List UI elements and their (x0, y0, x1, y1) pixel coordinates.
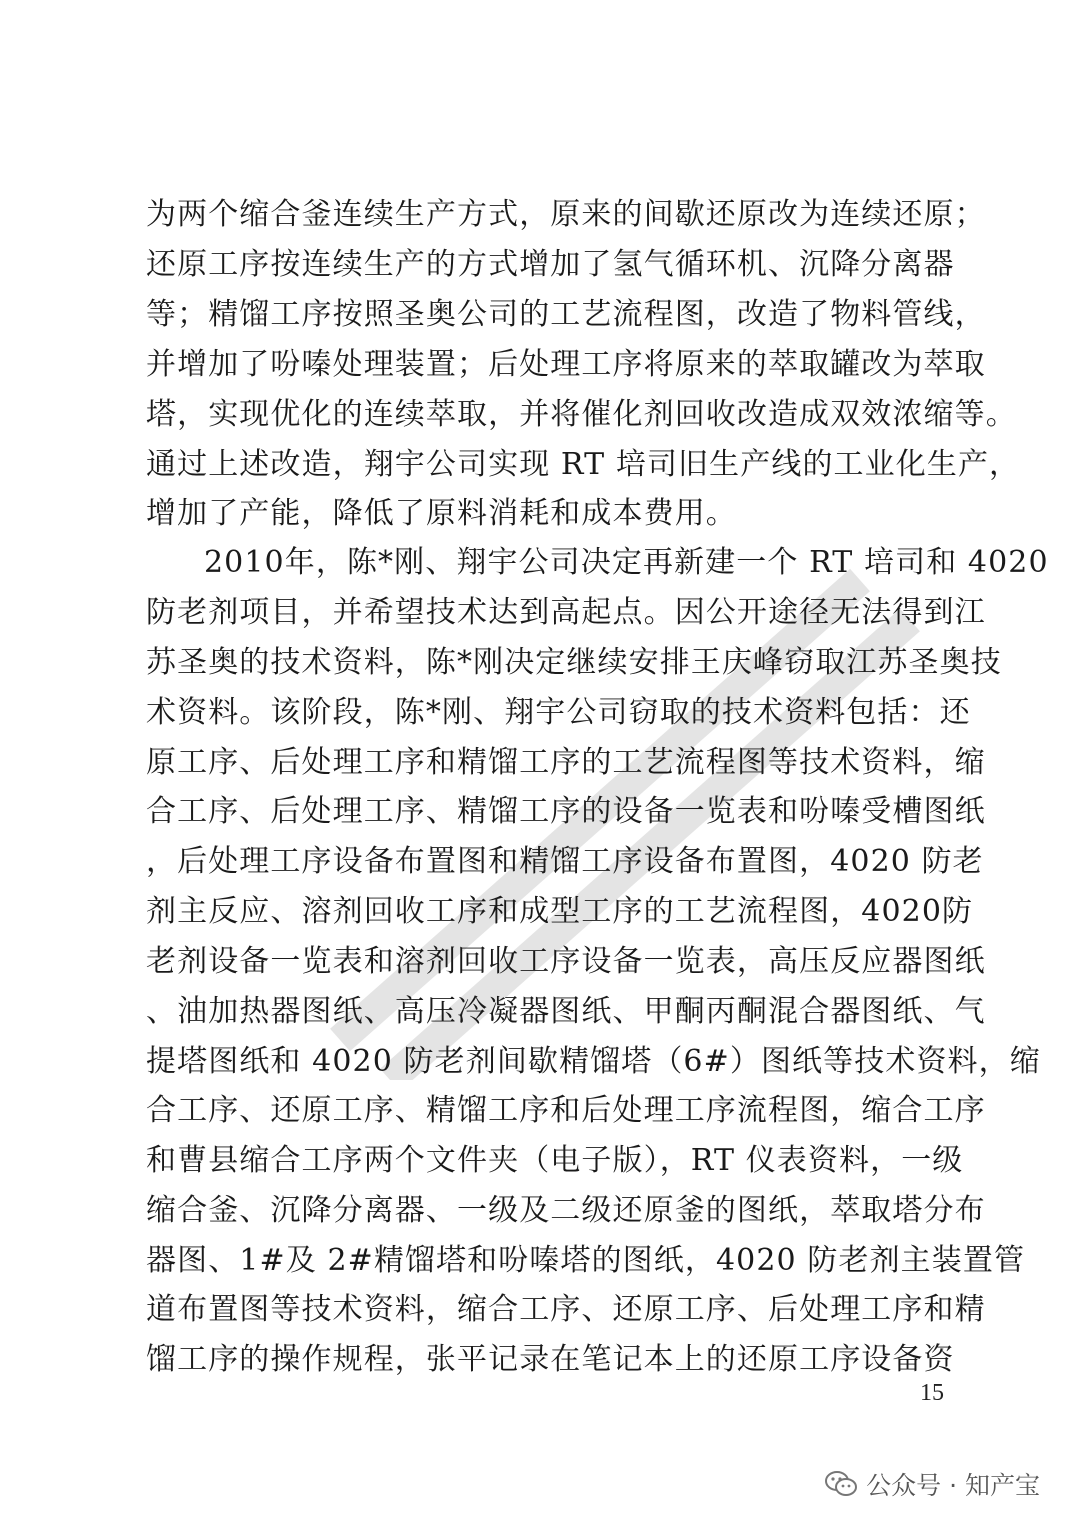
text-line: 和曹县缩合工序两个文件夹（电子版），RT 仪表资料，一级 (146, 1143, 964, 1178)
text-line: 提塔图纸和 4020 防老剂间歇精馏塔（6#）图纸等技术资料，缩 (146, 1044, 1041, 1079)
text-line: 通过上述改造，翔宇公司实现 RT 培司旧生产线的工业化生产， (146, 447, 1021, 482)
text-line: 术资料。该阶段，陈*刚、翔宇公司窃取的技术资料包括：还 (146, 695, 971, 730)
text-line: 合工序、还原工序、精馏工序和后处理工序流程图，缩合工序 (146, 1093, 986, 1128)
text-line: 2010年，陈*刚、翔宇公司决定再新建一个 RT 培司和 4020 (204, 545, 1049, 580)
text-line: ，后处理工序设备布置图和精馏工序设备布置图，4020 防老 (146, 844, 984, 879)
text-line: 缩合釜、沉降分离器、一级及二级还原釜的图纸，萃取塔分布 (146, 1193, 986, 1228)
footer-source (824, 1466, 1040, 1502)
text-line: 馏工序的操作规程，张平记录在笔记本上的还原工序设备资 (146, 1342, 955, 1377)
text-line: 为两个缩合釜连续生产方式，原来的间歇还原改为连续还原； (146, 197, 986, 232)
text-line: 增加了产能，降低了原料消耗和成本费用。 (146, 496, 737, 531)
wechat-icon (824, 1470, 858, 1498)
text-line: 器图、1#及 2#精馏塔和吩嗪塔的图纸，4020 防老剂主装置管 (146, 1243, 1026, 1278)
page-number: 15 (920, 1380, 944, 1406)
text-line: 还原工序按连续生产的方式增加了氢气循环机、沉降分离器 (146, 247, 955, 282)
text-line: 塔，实现优化的连续萃取，并将催化剂回收改造成双效浓缩等。 (146, 397, 1017, 432)
text-line: 防老剂项目，并希望技术达到高起点。因公开途径无法得到江 (146, 595, 986, 630)
text-line: 合工序、后处理工序、精馏工序的设备一览表和吩嗪受槽图纸 (146, 794, 986, 829)
text-line: 等；精馏工序按照圣奥公司的工艺流程图，改造了物料管线， (146, 297, 986, 332)
text-line: 、油加热器图纸、高压冷凝器图纸、甲酮丙酮混合器图纸、气 (146, 994, 986, 1029)
text-line: 并增加了吩嗪处理装置；后处理工序将原来的萃取罐改为萃取 (146, 347, 986, 382)
text-line: 剂主反应、溶剂回收工序和成型工序的工艺流程图，4020防 (146, 894, 974, 929)
footer-text: 公众号 · 知产宝 (866, 1471, 1040, 1500)
text-line: 原工序、后处理工序和精馏工序的工艺流程图等技术资料，缩 (146, 745, 986, 780)
text-line: 道布置图等技术资料，缩合工序、还原工序、后处理工序和精 (146, 1292, 986, 1327)
text-line: 苏圣奥的技术资料，陈*刚决定继续安排王庆峰窃取江苏圣奥技 (146, 645, 1002, 680)
text-line: 老剂设备一览表和溶剂回收工序设备一览表，高压反应器图纸 (146, 944, 986, 979)
